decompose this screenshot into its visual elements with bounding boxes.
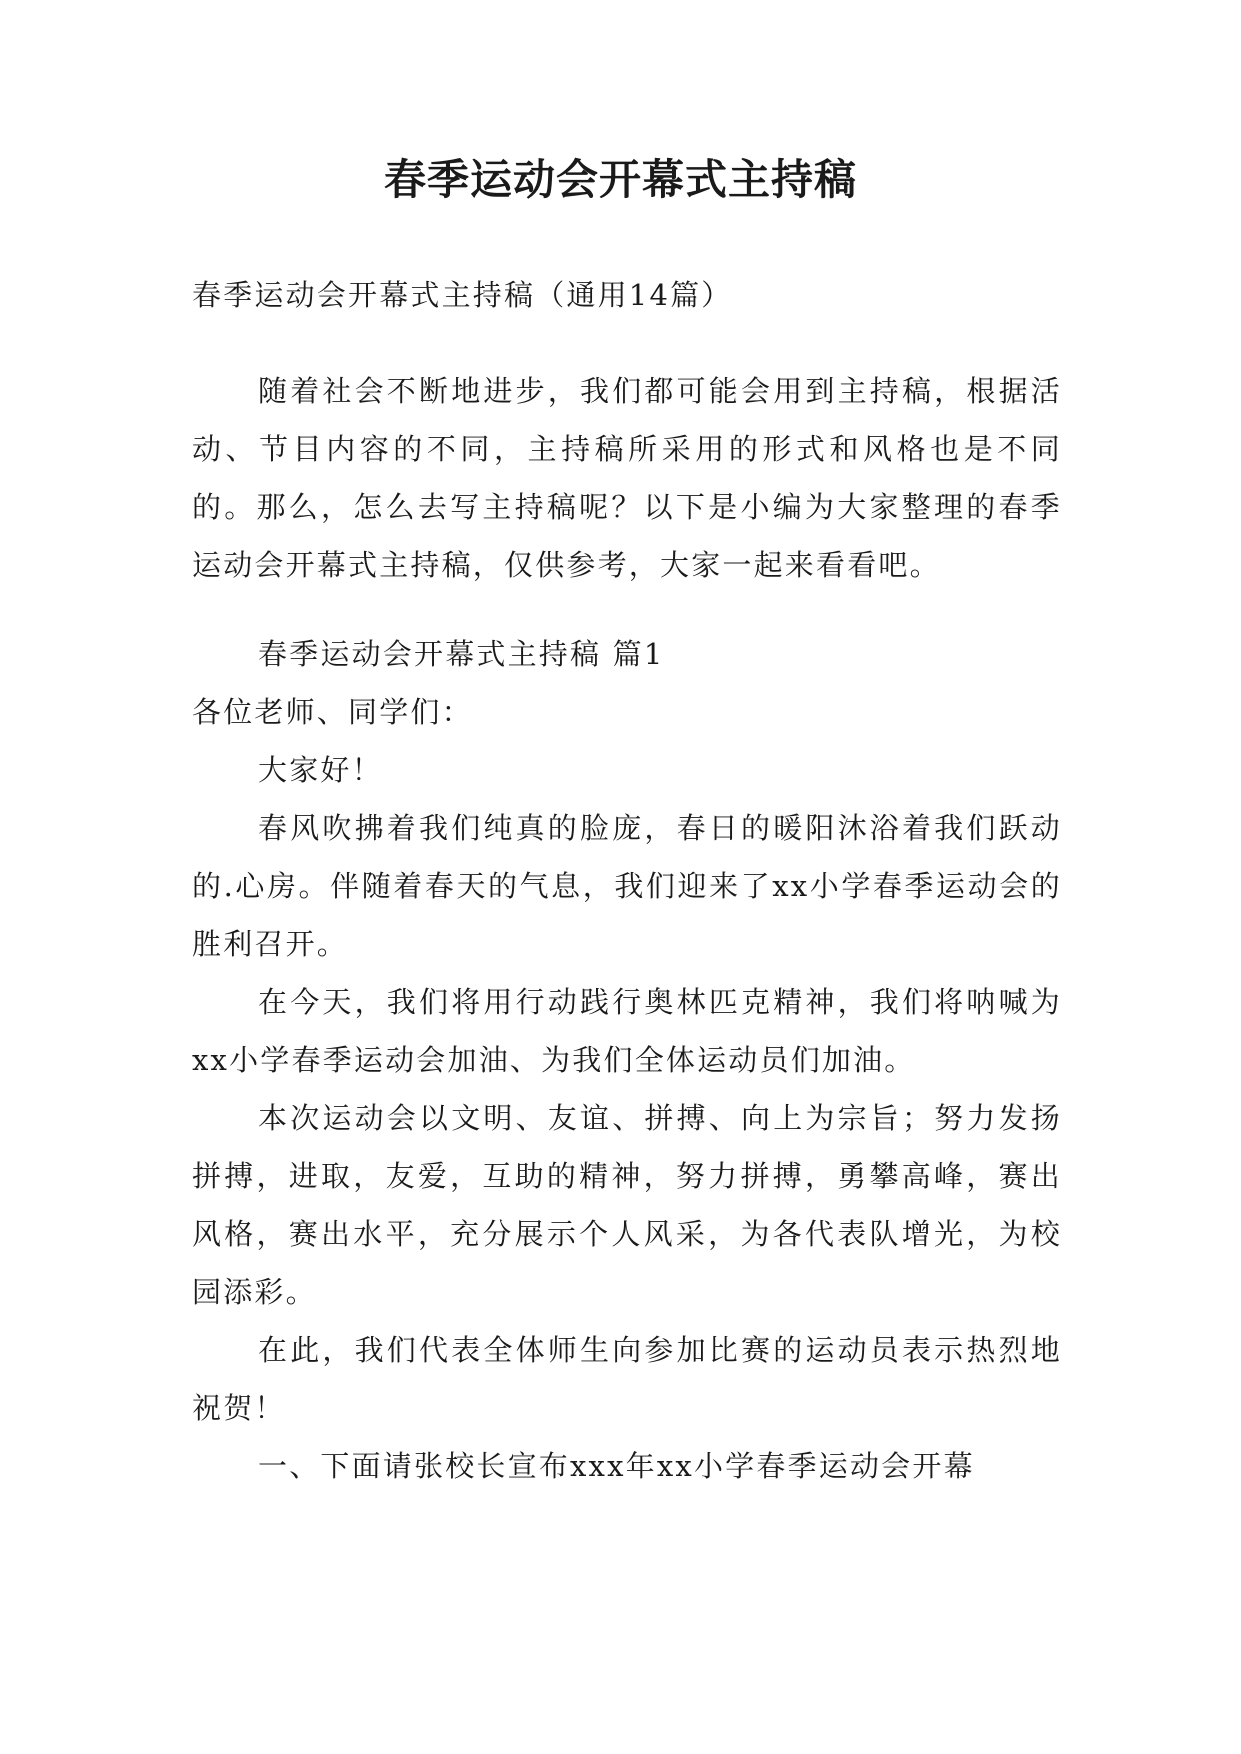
section-heading: 春季运动会开幕式主持稿 篇1 [258,637,665,671]
body-paragraph: 在今天，我们将用行动践行奥林匹克精神，我们将呐喊为xx小学春季运动会加油、为我们全体运动员们加油。 [192,985,1062,1077]
subtitle-text: 春季运动会开幕式主持稿（通用14篇） [192,278,733,312]
body-paragraph: 大家好！ [258,753,383,787]
intro-block [192,362,1062,594]
greeting-line: 各位老师、同学们： [192,695,473,729]
body-paragraph: 本次运动会以文明、友谊、拼搏、向上为宗旨；努力发扬拼搏，进取，友爱，互助的精神，努力拼搏，勇攀高峰，赛出风格，赛出水平，充分展示个人风采，为各代表队增光，为校园添彩。 [192,1101,1062,1309]
document-title: 春季运动会开幕式主持稿 [383,155,857,204]
body-paragraph: 一、下面请张校长宣布xxx年xx小学春季运动会开幕 [258,1449,975,1483]
body-paragraph: 春风吹拂着我们纯真的脸庞，春日的暖阳沐浴着我们跃动的.心房。伴随着春天的气息，我们迎来了xx小学春季运动会的胜利召开。 [192,811,1062,961]
intro-paragraph: 随着社会不断地进步，我们都可能会用到主持稿，根据活动、节目内容的不同，主持稿所采用的形式和风格也是不同的。那么，怎么去写主持稿呢？以下是小编为大家整理的春季运动会开幕式主持稿，仅供参考，大家一起来看看吧。 [192,374,1062,582]
document-subtitle [192,266,1062,324]
body-paragraph: 在此，我们代表全体师生向参加比赛的运动员表示热烈地祝贺！ [192,1333,1062,1425]
section-block [192,625,1062,1495]
